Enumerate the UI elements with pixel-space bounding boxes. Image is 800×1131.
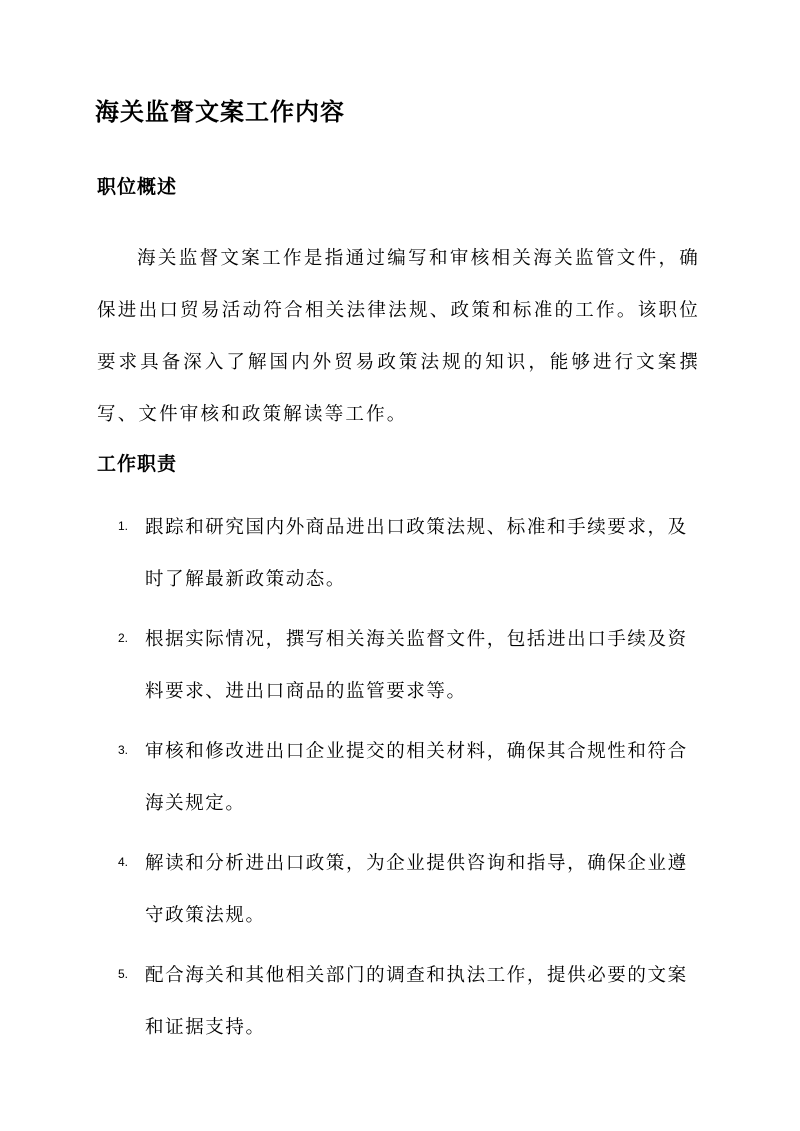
duty-text: 审核和修改进出口企业提交的相关材料，确保其合规性和符合海关规定。 bbox=[145, 741, 688, 814]
duty-text: 配合海关和其他相关部门的调查和执法工作，提供必要的文案和证据支持。 bbox=[145, 965, 688, 1038]
duty-list-item bbox=[118, 502, 708, 612]
duty-list-item bbox=[118, 838, 708, 948]
duty-text: 根据实际情况，撰写相关海关监督文件，包括进出口手续及资料要求、进出口商品的监管要求等。 bbox=[145, 629, 688, 702]
duty-number: 5. bbox=[118, 967, 129, 981]
duty-text: 跟踪和研究国内外商品进出口政策法规、标准和手续要求，及时了解最新政策动态。 bbox=[145, 517, 688, 590]
duty-list-item bbox=[118, 726, 708, 836]
document-title: 海关监督文案工作内容 bbox=[95, 97, 345, 126]
section-heading-duties: 工作职责 bbox=[97, 453, 178, 475]
section-heading-overview: 职位概述 bbox=[97, 176, 178, 198]
duty-number: 2. bbox=[118, 631, 129, 645]
duty-text: 解读和分析进出口政策，为企业提供咨询和指导，确保企业遵守政策法规。 bbox=[145, 853, 688, 926]
duty-list-item bbox=[118, 614, 708, 724]
duty-number: 4. bbox=[118, 855, 129, 869]
duty-list-item bbox=[118, 950, 708, 1060]
duty-number: 3. bbox=[118, 743, 129, 757]
overview-paragraph: 海关监督文案工作是指通过编写和审核相关海关监管文件，确保进出口贸易活动符合相关法律法规、政策和标准的工作。该职位要求具备深入了解国内外贸易政策法规的知识，能够进行文案撰写、文件审核和政策解读等工作。 bbox=[97, 248, 700, 425]
duty-number: 1. bbox=[118, 519, 129, 533]
